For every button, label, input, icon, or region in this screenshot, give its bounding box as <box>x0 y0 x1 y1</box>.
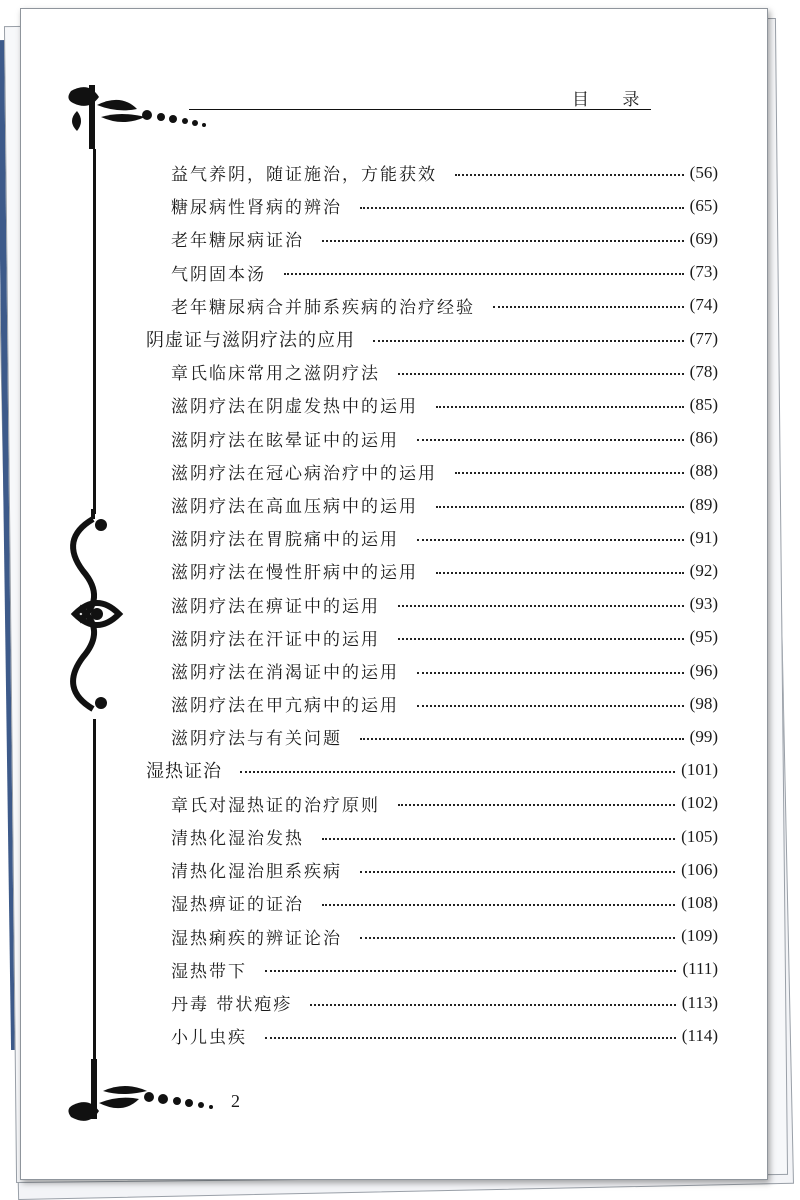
toc-entry-title: 益气养阴，随证施治，方能获效 <box>171 165 437 185</box>
dot-leader <box>240 771 675 773</box>
page-header-title: 目 录 <box>572 90 654 110</box>
toc-entry <box>21 820 718 853</box>
toc-entry-page: (78) <box>689 361 718 381</box>
dot-leader <box>360 871 675 873</box>
toc-entry-title: 老年糖尿病合并肺系疾病的治疗经验 <box>171 297 475 318</box>
toc-entry-title: 湿热痢疾的辨证论治 <box>171 928 342 949</box>
dot-leader <box>398 804 675 806</box>
dot-leader <box>436 506 684 508</box>
toc-entry <box>21 621 718 654</box>
toc-entry <box>21 654 718 687</box>
dot-leader <box>493 306 684 308</box>
toc-entry-page: (101) <box>681 760 718 780</box>
toc-entry <box>21 156 718 189</box>
toc-entry-page: (114) <box>681 1025 718 1045</box>
dot-leader <box>417 539 684 541</box>
dot-leader <box>322 904 675 906</box>
toc-entry <box>21 388 718 421</box>
toc-entry-page: (65) <box>689 195 718 215</box>
toc-entry <box>21 920 718 953</box>
toc-entry <box>21 222 718 255</box>
toc-entry-title: 清热化湿治发热 <box>171 829 304 849</box>
dot-leader <box>322 240 684 242</box>
toc-entry-title: 滋阴疗法在甲亢病中的运用 <box>171 696 399 717</box>
toc-entry-page: (111) <box>682 959 718 979</box>
toc-entry <box>21 853 718 886</box>
toc-entry-title: 清热化湿治胆系疾病 <box>171 862 342 883</box>
toc-entry-page: (96) <box>689 660 718 680</box>
toc-entry <box>21 455 718 488</box>
dot-leader <box>398 373 684 375</box>
toc-entry-page: (73) <box>689 262 718 282</box>
dot-leader <box>360 738 684 740</box>
dot-leader <box>310 1004 675 1006</box>
toc-entry-title: 滋阴疗法在痹证中的运用 <box>171 596 380 617</box>
toc-entry-title: 滋阴疗法在胃脘痛中的运用 <box>171 530 399 551</box>
toc-entry <box>21 687 718 720</box>
toc-entry-page: (106) <box>681 859 718 879</box>
toc-entry-title: 滋阴疗法在汗证中的运用 <box>171 629 380 650</box>
toc-entry-page: (91) <box>689 527 718 547</box>
corner-ornament-top-left-icon <box>61 81 211 151</box>
toc-section-heading <box>21 322 718 355</box>
toc-entry-page: (109) <box>681 926 718 946</box>
dot-leader <box>360 937 675 939</box>
toc-entry-page: (95) <box>689 627 718 647</box>
dot-leader <box>398 638 684 640</box>
toc-entry-page: (86) <box>689 428 718 448</box>
toc-entry <box>21 422 718 455</box>
dot-leader <box>436 406 684 408</box>
toc-entry-page: (92) <box>689 560 718 580</box>
corner-ornament-bottom-left-icon <box>61 1059 221 1129</box>
dot-leader <box>322 838 675 840</box>
toc-entry-title: 章氏临床常用之滋阴疗法 <box>171 364 380 385</box>
toc-entry <box>21 488 718 521</box>
dot-leader <box>417 705 684 707</box>
toc-entry-page: (89) <box>689 494 718 514</box>
toc-entry-title: 湿热痹证的证治 <box>171 895 304 916</box>
toc-entry-page: (56) <box>689 162 718 182</box>
toc-entry-page: (113) <box>681 992 718 1012</box>
toc-entry-title: 老年糖尿病证治 <box>171 231 304 252</box>
dot-leader <box>417 439 684 441</box>
toc-entry-title: 章氏对湿热证的治疗原则 <box>171 795 380 816</box>
toc-entry <box>21 521 718 554</box>
toc-section-heading <box>21 754 718 787</box>
toc-page <box>20 8 768 1180</box>
toc-entry-title: 小儿虫疾 <box>171 1028 247 1049</box>
toc-entry <box>21 986 718 1019</box>
dot-leader <box>265 970 676 972</box>
dot-leader <box>265 1037 676 1039</box>
toc-entry-page: (93) <box>689 594 718 614</box>
toc-entry <box>21 189 718 222</box>
toc-entry-title: 滋阴疗法在阴虚发热中的运用 <box>171 397 418 418</box>
dot-leader <box>373 340 684 342</box>
toc-entry-page: (99) <box>689 726 718 746</box>
dot-leader <box>455 472 684 474</box>
toc-entry-title: 湿热带下 <box>171 961 247 982</box>
toc-entry-title: 滋阴疗法在高血压病中的运用 <box>171 497 418 517</box>
toc-entry <box>21 886 718 919</box>
toc-entry-page: (88) <box>689 461 718 481</box>
toc-entry <box>21 953 718 986</box>
dot-leader <box>398 605 684 607</box>
toc-entry <box>21 588 718 621</box>
page-number: 2 <box>231 1091 240 1111</box>
toc-entry-page: (69) <box>689 228 718 248</box>
toc-entry <box>21 289 718 322</box>
toc-entry-page: (74) <box>689 295 718 315</box>
dot-leader <box>417 672 684 674</box>
toc-entry-page: (85) <box>689 394 718 414</box>
dot-leader <box>436 572 684 574</box>
toc-entry-title: 滋阴疗法与有关问题 <box>171 729 342 750</box>
toc-entry-title: 糖尿病性肾病的辨治 <box>171 198 342 219</box>
dot-leader <box>284 273 684 275</box>
dot-leader <box>360 207 684 209</box>
toc-entry <box>21 1019 718 1052</box>
toc-entry <box>21 554 718 587</box>
dot-leader <box>455 174 684 176</box>
toc-entry <box>21 256 718 289</box>
toc-entry-title: 滋阴疗法在消渴证中的运用 <box>171 663 399 683</box>
toc-entry-page: (105) <box>681 826 718 846</box>
toc-entry-title: 滋阴疗法在冠心病治疗中的运用 <box>171 463 437 484</box>
toc-entry-page: (98) <box>689 693 718 713</box>
toc-entry-title: 湿热证治 <box>146 761 222 783</box>
toc-entry <box>21 787 718 820</box>
toc-entry-page: (77) <box>689 328 718 348</box>
toc-entry-page: (102) <box>681 793 718 813</box>
toc-entry-page: (108) <box>681 892 718 912</box>
toc-entry-title: 丹毒 带状疱疹 <box>171 995 293 1015</box>
toc-entry-title: 气阴固本汤 <box>171 264 266 285</box>
toc-entry-title: 滋阴疗法在慢性肝病中的运用 <box>171 563 418 584</box>
header-rule <box>189 109 651 110</box>
toc-entry-title: 滋阴疗法在眩晕证中的运用 <box>171 430 399 451</box>
toc-entry-title: 阴虚证与滋阴疗法的应用 <box>146 329 355 351</box>
toc-entry <box>21 720 718 753</box>
toc-entry <box>21 355 718 388</box>
